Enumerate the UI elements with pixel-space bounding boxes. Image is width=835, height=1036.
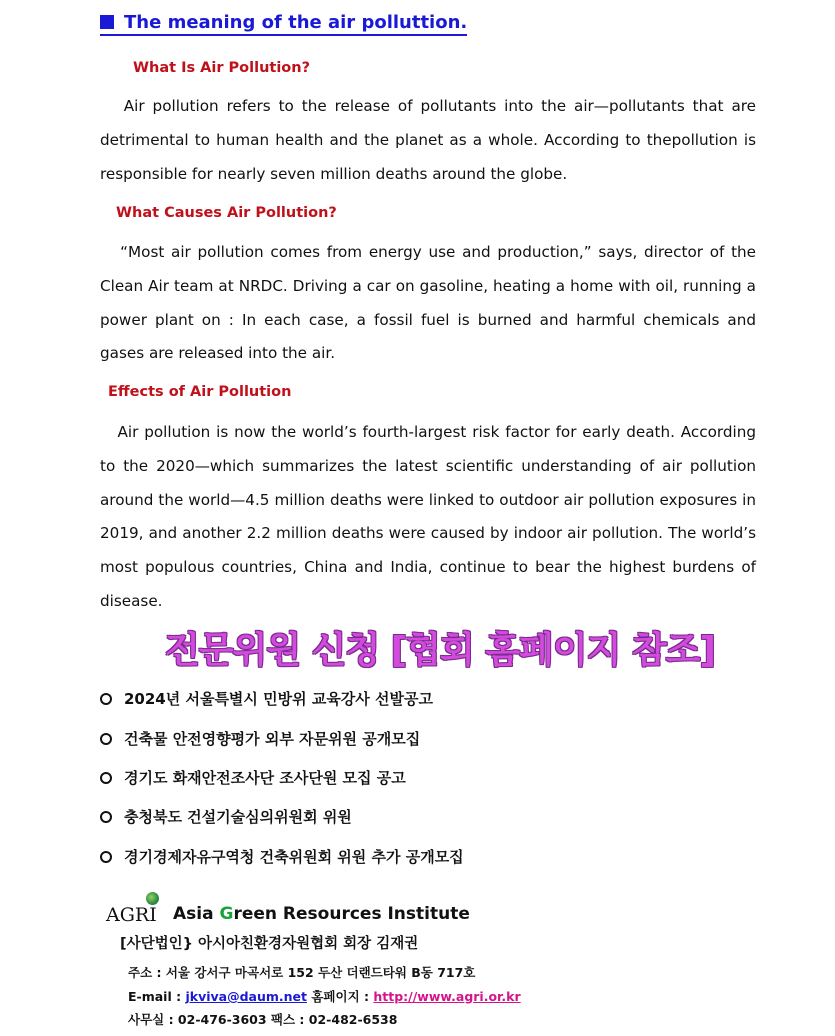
circle-bullet-icon bbox=[100, 772, 112, 784]
notice-text: 경기도 화재안전조사단 조사단원 모집 공고 bbox=[124, 769, 406, 787]
logo-text: AGRI bbox=[106, 904, 157, 926]
section-body-what-is: Air pollution refers to the release of pollutants into the air—pollutants that are detrimental to human health and the planet as a whole. According to thepollution is responsible for nearly seven million deaths around the globe. bbox=[100, 97, 756, 183]
org-name-korean: [사단법인} 아시아친환경자원협회 회장 김재권 bbox=[120, 936, 419, 952]
square-bullet-icon bbox=[100, 15, 114, 29]
section-body-effects: Air pollution is now the world’s fourth-largest risk factor for early death. According to the 2020—which summarizes the latest scientific understanding of air pollution around the world—4.5 million deaths were linked to outdoor air pollution exposures in 2019, and another 2.2 million deaths were caused by indoor air pollution. The world’s most populous countries, China and India, continue to bear the highest burdens of disease. bbox=[100, 423, 756, 610]
circle-bullet-icon bbox=[100, 811, 112, 823]
section-heading-effects: Effects of Air Pollution bbox=[108, 384, 292, 400]
notice-item bbox=[100, 688, 433, 709]
section-body-causes: “Most air pollution comes from energy use and production,” says, director of the Clean Air team at NRDC. Driving a car on gasoline, heating a home with oil, running a power plant on : In each case, a fossil fuel is burned and harmful chemicals and gases are released into the air. bbox=[100, 243, 756, 363]
email-link[interactable]: jkviva@daum.net bbox=[185, 989, 307, 1004]
notice-text: 충청북도 건설기술심의위원회 위원 bbox=[124, 808, 352, 826]
notice-text: 건축물 안전영향평가 외부 자문위원 공개모집 bbox=[124, 730, 421, 748]
notice-text: 경기경제자유구역청 건축위원회 위원 추가 공개모집 bbox=[124, 848, 464, 866]
notice-item bbox=[100, 806, 352, 827]
page-title-text: The meaning of the air polluttion. bbox=[124, 12, 468, 33]
contact-line: E-mail : jkviva@daum.net 홈페이지 : http://www.agri.or.kr bbox=[128, 989, 521, 1004]
agri-logo bbox=[106, 892, 160, 926]
notice-item bbox=[100, 728, 420, 749]
office-phone-line: 사무실 : 02-476-3603 팩스 : 02-482-6538 bbox=[128, 1012, 398, 1027]
notice-item bbox=[100, 846, 464, 867]
address-line: 주소 : 서울 강서구 마곡서로 152 두산 더랜드타워 B동 717호 bbox=[128, 965, 476, 980]
section-heading-what-is: What Is Air Pollution? bbox=[133, 60, 310, 76]
homepage-link[interactable]: http://www.agri.or.kr bbox=[373, 989, 521, 1004]
org-name-english: Asia Green Resources Institute bbox=[173, 904, 470, 924]
committee-banner: 전문위원 신청 [협회 홈페이지 참조] bbox=[165, 630, 715, 671]
circle-bullet-icon bbox=[100, 851, 112, 863]
notice-item bbox=[100, 767, 406, 788]
circle-bullet-icon bbox=[100, 693, 112, 705]
notice-text: 2024년 서울특별시 민방위 교육강사 선발공고 bbox=[124, 690, 433, 708]
circle-bullet-icon bbox=[100, 733, 112, 745]
section-heading-causes: What Causes Air Pollution? bbox=[116, 205, 337, 221]
page-title bbox=[100, 12, 467, 36]
